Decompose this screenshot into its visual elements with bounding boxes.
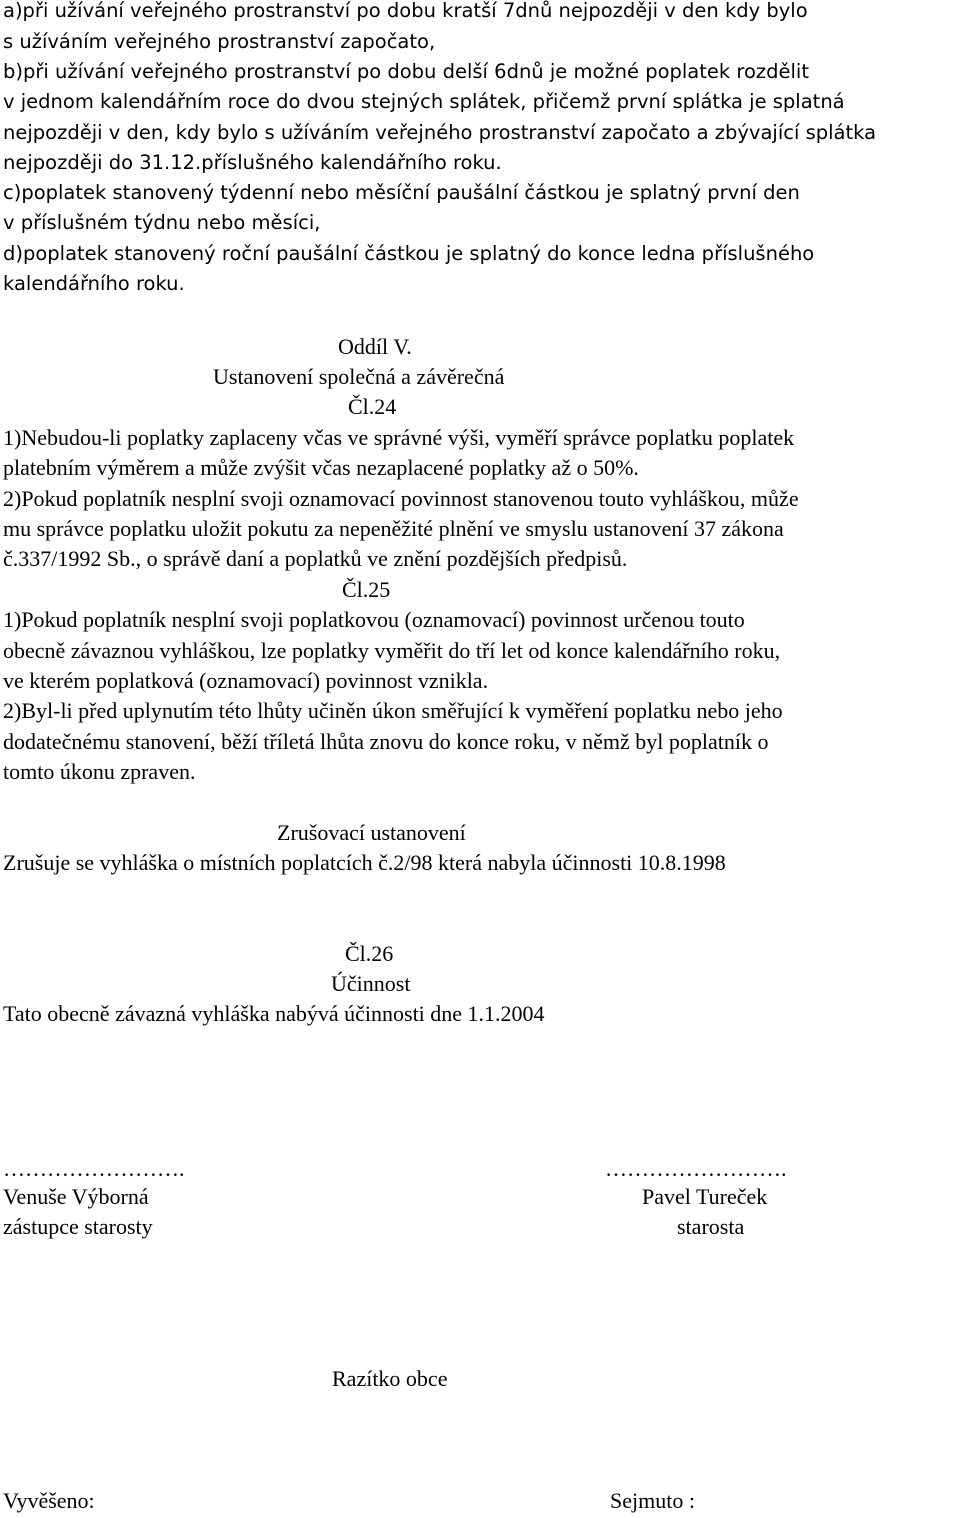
article-heading: Čl.26 — [345, 941, 394, 966]
paragraph-line: dodatečnému stanovení, běží tříletá lhůta znovu do konce roku, v němž byl poplatník o — [3, 729, 769, 754]
stamp-label: Razítko obce — [332, 1366, 448, 1391]
section-title: Ustanovení společná a závěrečná — [213, 364, 505, 389]
paragraph-line: b)při užívání veřejného prostranství po dobu delší 6dnů je možné poplatek rozdělit — [3, 60, 809, 83]
signature-line-left: ……………………. — [3, 1156, 185, 1181]
signatory-role-left: zástupce starosty — [3, 1214, 153, 1239]
section-heading: Oddíl V. — [338, 334, 412, 359]
signatory-role-right: starosta — [677, 1214, 745, 1239]
paragraph-line: s užíváním veřejného prostranství započato, — [3, 30, 436, 53]
article-heading: Čl.25 — [342, 577, 391, 602]
paragraph-line: c)poplatek stanovený týdenní nebo měsíční paušální částkou je splatný první den — [3, 181, 800, 204]
signatory-name-right: Pavel Tureček — [642, 1184, 768, 1209]
paragraph-line: 1)Nebudou-li poplatky zaplaceny včas ve správné výši, vyměří správce poplatku poplatek — [3, 425, 795, 450]
paragraph-line: a)při užívání veřejného prostranství po dobu kratší 7dnů nejpozději v den kdy bylo — [3, 0, 808, 22]
effect-title: Účinnost — [331, 971, 411, 996]
repeal-heading: Zrušovací ustanovení — [277, 820, 466, 845]
paragraph-line: kalendářního roku. — [3, 272, 185, 295]
paragraph-line: č.337/1992 Sb., o správě daní a poplatků ve znění pozdějších předpisů. — [3, 546, 628, 571]
paragraph-line: 2)Byl-li před uplynutím této lhůty učiněn úkon směřující k vyměření poplatku nebo jeho — [3, 698, 783, 723]
effect-text: Tato obecně závazná vyhláška nabývá účinnosti dne 1.1.2004 — [3, 1001, 545, 1026]
signatory-name-left: Venuše Výborná — [3, 1184, 149, 1209]
paragraph-line: v příslušném týdnu nebo měsíci, — [3, 211, 321, 234]
signature-line-right: ……………………. — [605, 1156, 787, 1181]
paragraph-line: platebním výměrem a může zvýšit včas nezaplacené poplatky až o 50%. — [3, 455, 639, 480]
paragraph-line: 2)Pokud poplatník nesplní svoji oznamovací povinnost stanovenou touto vyhláškou, může — [3, 486, 799, 511]
paragraph-line: nejpozději do 31.12.příslušného kalendářního roku. — [3, 151, 502, 174]
article-heading: Čl.24 — [348, 394, 397, 419]
removed-label: Sejmuto : — [610, 1488, 695, 1513]
paragraph-line: ve kterém poplatková (oznamovací) povinnost vznikla. — [3, 668, 489, 693]
paragraph-line: obecně závaznou vyhláškou, lze poplatky vyměřit do tří let od konce kalendářního roku, — [3, 638, 781, 663]
paragraph-line: tomto úkonu zpraven. — [3, 759, 196, 784]
paragraph-line: nejpozději v den, kdy bylo s užíváním veřejného prostranství započato a zbývající splátka — [3, 121, 877, 144]
paragraph-line: d)poplatek stanovený roční paušální částkou je splatný do konce ledna příslušného — [3, 242, 815, 265]
posted-label: Vyvěšeno: — [3, 1488, 95, 1513]
paragraph-line: 1)Pokud poplatník nesplní svoji poplatkovou (oznamovací) povinnost určenou touto — [3, 607, 745, 632]
paragraph-line: v jednom kalendářním roce do dvou stejných splátek, přičemž první splátka je splatná — [3, 90, 845, 113]
repeal-text: Zrušuje se vyhláška o místních poplatcích č.2/98 která nabyla účinnosti 10.8.1998 — [3, 850, 726, 875]
paragraph-line: mu správce poplatku uložit pokutu za nepeněžité plnění ve smyslu ustanovení 37 zákona — [3, 516, 784, 541]
